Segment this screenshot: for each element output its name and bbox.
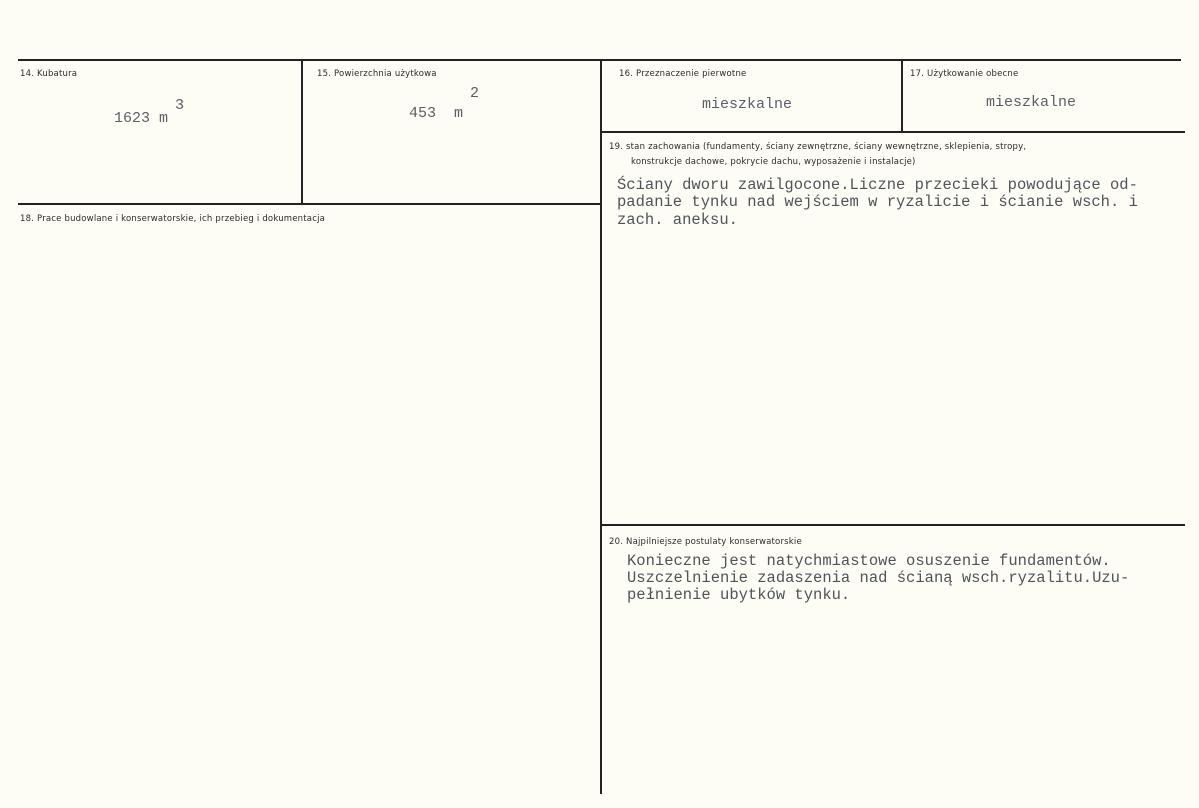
field-14-value: 1623 m [114, 110, 169, 127]
field-15-exponent: 2 [470, 85, 480, 102]
field-19-text-line3: zach. aneksu. [617, 211, 738, 229]
field-14-label: 14. Kubatura [20, 69, 78, 79]
field-15-label: 15. Powierzchnia użytkowa [317, 69, 437, 79]
field-16-label: 16. Przeznaczenie pierwotne [619, 69, 747, 79]
field-16-value: mieszkalne [702, 96, 793, 113]
divider-h-right-top [602, 131, 1185, 133]
field-19-label-line2: konstrukcje dachowe, pokrycie dachu, wyposażenie i instalacje) [631, 157, 916, 167]
field-19-text-line1: Ściany dworu zawilgocone.Liczne przecieki powodujące od- [617, 176, 1138, 194]
field-17-label: 17. Użytkowanie obecne [910, 69, 1019, 79]
field-20-label: 20. Najpilniejsze postulaty konserwatorskie [609, 537, 802, 547]
divider-h-right-mid [602, 524, 1185, 526]
divider-v2 [600, 61, 602, 794]
divider-v3 [901, 61, 903, 131]
field-19-text-line2: padanie tynku nad wejściem w ryzalicie i ścianie wsch. i [617, 193, 1138, 211]
field-15-value: 453 m [409, 105, 464, 122]
field-19-label-line1: 19. stan zachowania (fundamenty, ściany zewnętrzne, ściany wewnętrzne, sklepienia, stropy, [609, 142, 1027, 152]
field-18-label: 18. Prace budowlane i konserwatorskie, ich przebieg i dokumentacja [20, 214, 326, 224]
divider-h-left [18, 203, 600, 205]
divider-v1 [301, 61, 303, 204]
field-17-value: mieszkalne [986, 94, 1077, 111]
field-14-exponent: 3 [175, 97, 185, 114]
field-20-text-line2: Uszczelnienie zadaszenia nad ścianą wsch.ryzalitu.Uzu- [627, 569, 1130, 587]
field-20-text-line3: pełnienie ubytków tynku. [627, 586, 851, 604]
field-20-text-line1: Konieczne jest natychmiastowe osuszenie fundamentów. [627, 552, 1111, 570]
